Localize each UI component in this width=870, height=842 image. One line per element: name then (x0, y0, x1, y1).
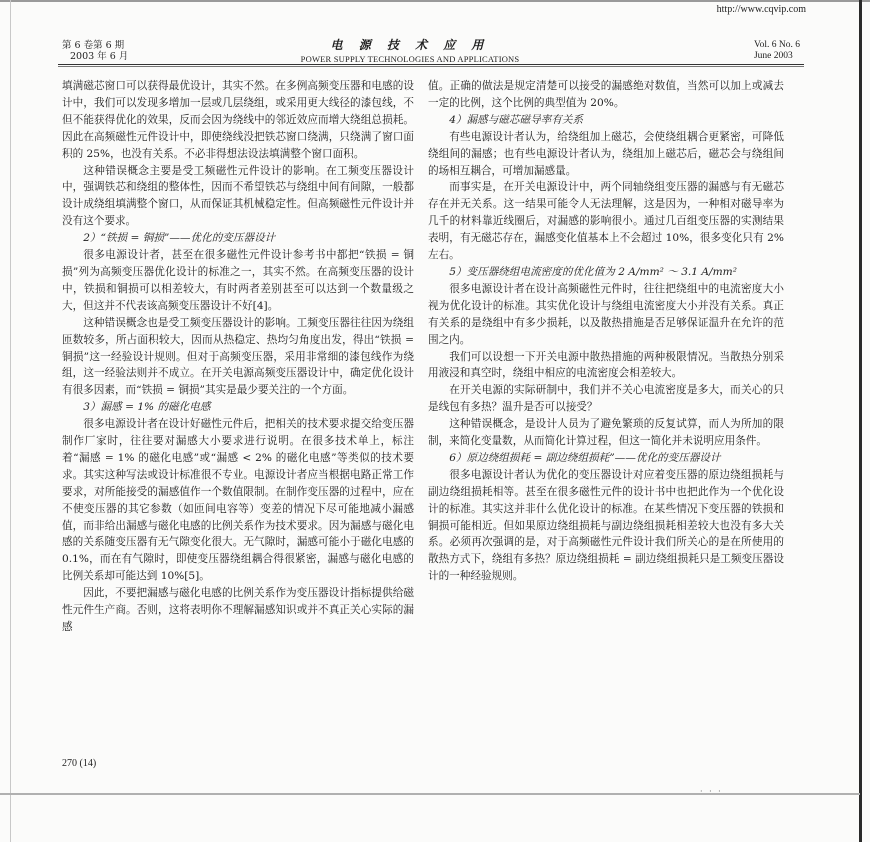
right-column (428, 78, 784, 585)
paragraph: 这种错误概念主要是受工频磁性元件设计的影响。在工频变压器设计中，强调铁芯和绕组的整体性，因而不希望铁芯与绕组中间有间隙，一般都设计成绕组填满整个窗口，从而保证其机械稳定性。但高频磁性元件设计并没有这个要求。 (62, 164, 414, 228)
page-number: 270 (14) (62, 758, 97, 769)
paragraph: 而事实是，在开关电源设计中，两个同轴绕组变压器的漏感与有无磁芯存在并无关系。这一结果可能令人无法理解，这是因为，一种相对磁导率为几千的材料靠近线圈后，对漏感的影响很小。通过几百组变压器的实测结果表明，有无磁芯存在，漏感变化值基本上不会超过 10%，很多变化只有 2% 左右。 (428, 181, 784, 262)
section-heading: 6）原边绕组损耗 = 副边绕组损耗”——优化的变压器设计 (449, 451, 721, 464)
issue-date: 2003 年 6 月 (70, 51, 129, 62)
journal-volume-info-en (754, 40, 800, 62)
paragraph: 填满磁芯窗口可以获得最优设计，其实不然。在多例高频变压器和电感的设计中，我们可以发现多增加一层或几层绕组，或采用更大线径的漆包线，不但不能获得优化的效果，反而会因为绕线中的邻近效应而增大绕组总损耗。因此在高频磁性元件设计中，即使绕线没把铁芯窗口绕满，只绕满了窗口面积的 25%，也没有关系。不必非得想法设法填满整个窗口面积。 (62, 80, 414, 160)
paragraph: 很多电源设计者在设计高频磁性元件时，往往把绕组中的电流密度大小视为优化设计的标准。其实优化设计与绕组电流密度大小并没有关系。真正有关系的是绕组中有多少损耗，以及散热措施是否足够保证温升在允许的范围之内。 (428, 282, 784, 346)
paragraph: 很多电源设计者，甚至在很多磁性元件设计参考书中都把“铁损 = 铜损”列为高频变压器优化设计的标准之一，其实不然。在高频变压器的设计中，铁损和铜损可以相差较大，有时两者差别甚至可以达到一个数量级之大，但这并不代表该高频变压器设计不好[4]。 (62, 249, 414, 312)
journal-volume-info (62, 40, 128, 62)
page-bottom-edge (0, 793, 860, 795)
paragraph: 很多电源设计者在设计好磁性元件后，把相关的技术要求提交给变压器制作厂家时，往往要对漏感大小要求进行说明。在很多技术单上，标注着“漏感 = 1% 的磁化电感”或“漏感 < 2% 的磁化电感”等类似的技术要求。其实这种写法或设计标准很不专业。电源设计者应当根据电路正常工作要求，对所能接受的漏感值作一个数值限制。在制作变压器的过程中，应在不使变压器的其它参数（如匝间电容等）变差的情况下尽可能地减小漏感值，而非给出漏感与磁化电感的比例关系作为技术要求。因为漏感与磁化电感的关系随变压器有无气隙变化很大。无气隙时，漏感可能小于磁化电感的 0.1%，而在有气隙时，即使变压器绕组耦合得很紧密，漏感与磁化电感的比例关系却可能达到 10%[5]。 (62, 418, 414, 583)
issue-date-en: June 2003 (753, 51, 793, 61)
header-rule-secondary (58, 66, 804, 67)
journal-title (260, 36, 560, 64)
section-heading: 2）“铁损 = 铜损”——优化的变压器设计 (83, 232, 276, 245)
paragraph: 我们可以设想一下开关电源中散热措施的两种极限情况。当散热分别采用液浸和真空时，绕组中相应的电流密度会相差较大。 (428, 350, 784, 380)
journal-title-en: POWER SUPPLY TECHNOLOGIES AND APPLICATIONS (300, 54, 520, 64)
left-column (62, 78, 414, 636)
source-url: http://www.cqvip.com (716, 4, 806, 15)
section-heading: 4）漏感与磁芯磁导率有关系 (449, 113, 584, 126)
scan-artifact: · · · (700, 787, 723, 796)
paragraph: 这种错误概念，是设计人员为了避免繁琐的反复试算，而人为所加的限制，来简化变量数，从而简化计算过程，但这一简化并未说明应用条件。 (428, 418, 784, 448)
volume-issue: 第 6 卷第 6 期 (62, 40, 125, 51)
paragraph: 很多电源设计者认为优化的变压器设计对应着变压器的原边绕组损耗与副边绕组损耗相等。甚至在很多磁性元件的设计书中也把此作为一个优化设计的标准。其实这并非什么优化设计的标准。在某些情况下变压器的铁损和铜损可能相近。但如果原边绕组损耗与副边绕组损耗相差较大也没有多大关系。必须再次强调的是，对于高频磁性元件设计我们所关心的是在所使用的散热方式下，绕组有多热？原边绕组损耗 = 副边绕组损耗只是工频变压器设计的一种经验规则。 (428, 468, 784, 583)
paragraph: 值。正确的做法是规定清楚可以接受的漏感绝对数值，当然可以加上或减去一定的比例，这个比例的典型值为 20%。 (428, 80, 784, 109)
paragraph: 这种错误概念也是受工频变压器设计的影响。工频变压器往往因为绕组匝数较多，所占面积较大，因而从热稳定、热均匀角度出发，得出“铁损 = 铜损”这一经验设计规则。但对于高频变压器，采用非常细的漆包线作为绕组，这一经验法则并不成立。在开关电源高频变压器设计中，确定优化设计有很多因素，而“铁损 = 铜损”其实是最少要关注的一个方面。 (62, 316, 414, 397)
page-top-edge (0, 0, 870, 2)
page-left-edge (10, 0, 11, 842)
paragraph: 在开关电源的实际研制中，我们并不关心电流密度是多大，而关心的只是线包有多热？温升是否可以接受？ (428, 384, 784, 414)
page-right-edge (859, 0, 862, 842)
paragraph: 有些电源设计者认为，给绕组加上磁芯，会使绕组耦合更紧密，可降低绕组间的漏感；也有些电源设计者认为，绕组加上磁芯后，磁芯会与绕组间的场相互耦合，可增加漏感量。 (428, 130, 784, 177)
paragraph: 因此，不要把漏感与磁化电感的比例关系作为变压器设计指标提供给磁性元件生产商。否则，这将表明你不理解漏感知识或并不真正关心实际的漏感 (62, 587, 414, 633)
header-rule (58, 64, 804, 65)
journal-title-cn: 电 源 技 术 应 用 (330, 38, 490, 52)
section-heading: 5）变压器绕组电流密度的优化值为 2 A/mm² ～ 3.1 A/mm² (449, 265, 737, 278)
volume-issue-en: Vol. 6 No. 6 (753, 40, 800, 50)
section-heading: 3）漏感 = 1% 的磁化电感 (83, 401, 211, 414)
